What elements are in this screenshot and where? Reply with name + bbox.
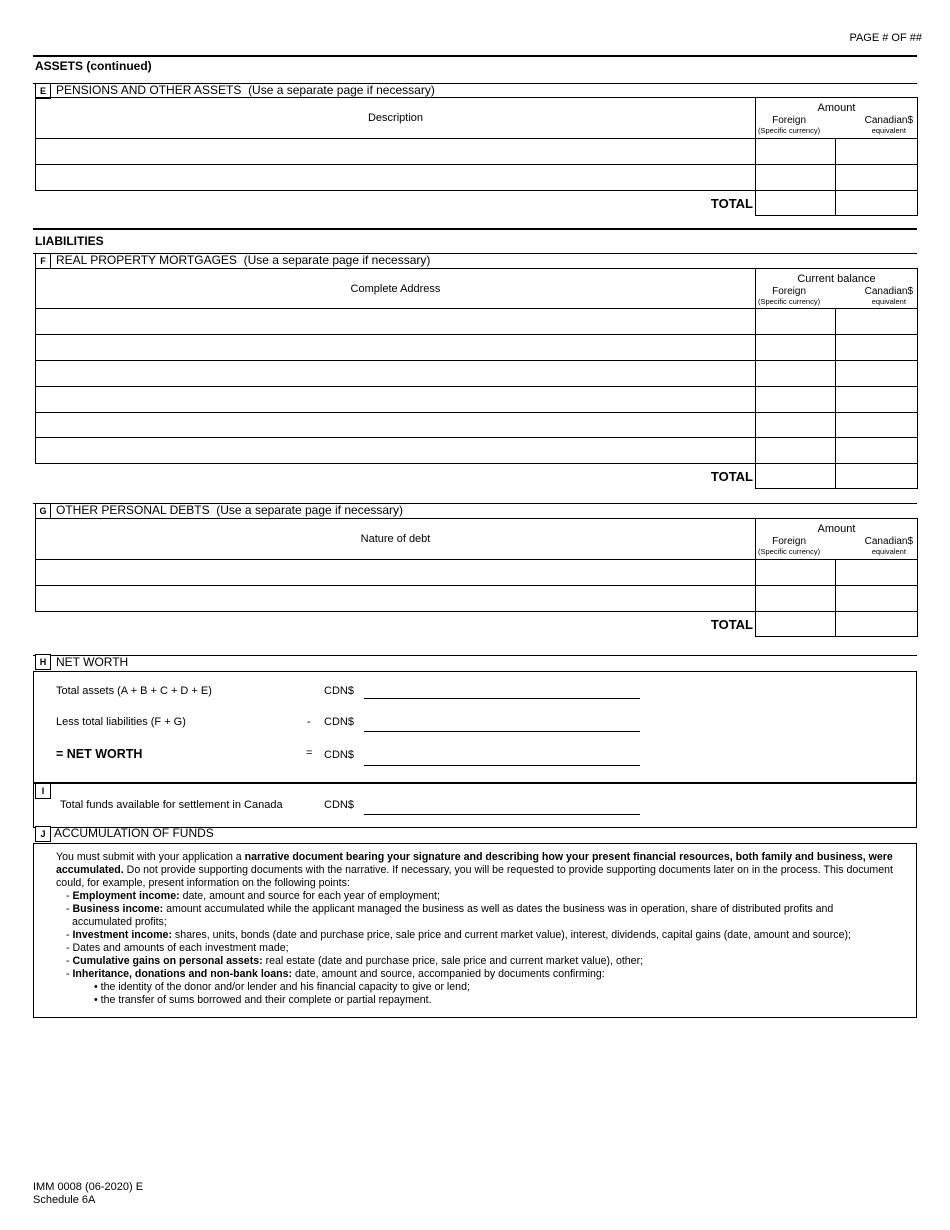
section-g-total-foreign[interactable]	[756, 612, 836, 637]
table-cell-canadian[interactable]	[836, 335, 918, 361]
section-g-title-text: OTHER PERSONAL DEBTS	[56, 503, 210, 517]
table-cell-canadian[interactable]	[836, 560, 918, 586]
list-item: - Inheritance, donations and non-bank loans: date, amount and source, accompanied by documents confirming:	[66, 968, 605, 980]
section-f-title	[56, 253, 430, 267]
liabilities-heading: LIABILITIES	[35, 234, 104, 248]
schedule-label: Schedule 6A	[33, 1194, 96, 1206]
assets-heading: ASSETS (continued)	[35, 59, 152, 73]
list-item: - Business income: amount accumulated while the applicant managed the business as well as dates the business was in operation, share of distributed profits and	[66, 903, 834, 915]
table-cell-description[interactable]	[36, 165, 756, 191]
section-h-rule	[33, 655, 917, 656]
funds-label: Total funds available for settlement in Canada	[60, 799, 283, 811]
form-number: IMM 0008 (06-2020) E	[33, 1181, 144, 1193]
section-g-col-group: Amount	[817, 523, 856, 535]
section-f-col-foreign-sub: (Specific currency)	[758, 296, 821, 306]
section-f-note: (Use a separate page if necessary)	[243, 253, 431, 267]
table-cell-canadian[interactable]	[836, 387, 918, 413]
section-f-total-label: TOTAL	[710, 468, 753, 484]
section-e-title	[56, 83, 435, 97]
section-g-col-foreign-sub: (Specific currency)	[758, 547, 821, 556]
funds-input[interactable]	[364, 814, 640, 815]
table-cell-canadian[interactable]	[836, 413, 918, 438]
section-f-col-canadian: Canadian$	[864, 285, 914, 297]
section-g-col-canadian-sub: equivalent	[871, 547, 906, 556]
section-g-col-canadian: Canadian$	[864, 536, 914, 547]
section-e-total-canadian[interactable]	[836, 191, 918, 216]
table-cell-canadian[interactable]	[836, 586, 918, 612]
section-g-amount-header	[756, 519, 918, 560]
accumulation-text	[56, 851, 896, 1007]
section-e-total-foreign[interactable]	[756, 191, 836, 216]
section-g-col-foreign: Foreign	[772, 536, 806, 547]
section-e-col-group: Amount	[817, 102, 856, 114]
table-cell-foreign[interactable]	[756, 139, 836, 165]
table-cell-address[interactable]	[36, 438, 756, 464]
section-h-letter: H	[35, 654, 51, 670]
list-item: - Dates and amounts of each investment made;	[66, 942, 289, 954]
table-cell-foreign[interactable]	[756, 361, 836, 387]
section-divider	[33, 228, 917, 230]
section-e-col-foreign-sub: (Specific currency)	[758, 126, 821, 135]
table-cell-foreign[interactable]	[756, 560, 836, 586]
section-e-col-foreign: Foreign	[772, 115, 806, 126]
net-worth-box	[33, 671, 917, 784]
accumulation-bullets	[56, 981, 896, 1007]
table-cell-foreign[interactable]	[756, 413, 836, 438]
table-cell-canadian[interactable]	[836, 165, 918, 191]
section-h-title: NET WORTH	[56, 655, 129, 669]
section-f-col-group: Current balance	[797, 272, 876, 285]
funds-currency: CDN$	[324, 799, 354, 811]
section-g-title	[56, 503, 403, 517]
section-f-col-foreign: Foreign	[772, 285, 806, 297]
net-worth-currency: CDN$	[324, 749, 354, 761]
table-cell-address[interactable]	[36, 335, 756, 361]
funds-box	[33, 782, 917, 828]
section-g-total-canadian[interactable]	[836, 612, 918, 637]
table-cell-address[interactable]	[36, 387, 756, 413]
section-g-note: (Use a separate page if necessary)	[216, 503, 404, 517]
table-cell-foreign[interactable]	[756, 165, 836, 191]
list-item-continuation: accumulated profits;	[72, 916, 167, 928]
section-f-total-foreign[interactable]	[756, 464, 836, 489]
section-e-table	[35, 97, 918, 216]
section-g-total-label: TOTAL	[710, 616, 753, 632]
table-cell-canadian[interactable]	[836, 309, 918, 335]
table-cell-canadian[interactable]	[836, 438, 918, 464]
section-f-title-text: REAL PROPERTY MORTGAGES	[56, 253, 237, 267]
section-g-letter: G	[35, 503, 51, 519]
table-cell-canadian[interactable]	[836, 361, 918, 387]
bullet-item: • the transfer of sums borrowed and their complete or partial repayment.	[94, 994, 432, 1006]
total-liabilities-label: Less total liabilities (F + G)	[56, 716, 186, 728]
table-cell-foreign[interactable]	[756, 586, 836, 612]
footer	[33, 1181, 143, 1207]
section-e-col-canadian: Canadian$	[864, 115, 914, 126]
list-item: - Cumulative gains on personal assets: real estate (date and purchase price, sale price and current market value), other;	[66, 955, 644, 967]
section-g-col-description: Nature of debt	[36, 519, 756, 560]
section-g-table	[35, 518, 918, 637]
section-j-letter: J	[35, 826, 51, 842]
accumulation-list	[56, 890, 896, 981]
equals-sign: =	[306, 747, 313, 759]
total-assets-input[interactable]	[364, 698, 640, 699]
total-liabilities-input[interactable]	[364, 731, 640, 732]
net-worth-label: = NET WORTH	[56, 747, 143, 761]
section-f-letter: F	[35, 253, 51, 269]
table-cell-address[interactable]	[36, 309, 756, 335]
table-cell-canadian[interactable]	[836, 139, 918, 165]
section-f-table	[35, 268, 918, 489]
table-cell-foreign[interactable]	[756, 387, 836, 413]
section-f-total-canadian[interactable]	[836, 464, 918, 489]
page-number: PAGE # OF ##	[849, 32, 922, 44]
section-e-title-text: PENSIONS AND OTHER ASSETS	[56, 83, 242, 97]
total-liabilities-currency: CDN$	[324, 716, 354, 728]
table-cell-foreign[interactable]	[756, 309, 836, 335]
section-divider	[33, 55, 917, 57]
table-cell-description[interactable]	[36, 139, 756, 165]
section-e-col-description: Description	[36, 98, 756, 139]
section-e-note: (Use a separate page if necessary)	[248, 83, 435, 97]
total-assets-currency: CDN$	[324, 685, 354, 697]
section-e-col-canadian-sub: equivalent	[871, 126, 906, 135]
section-f-balance-header	[756, 269, 918, 309]
total-assets-label: Total assets (A + B + C + D + E)	[56, 685, 212, 697]
section-i-letter: I	[35, 783, 51, 799]
section-e-amount-header	[756, 98, 918, 139]
minus-sign: -	[307, 716, 311, 728]
section-f-col-canadian-sub: equivalent	[871, 296, 906, 306]
section-e-total-label: TOTAL	[710, 195, 753, 211]
section-e-letter: E	[35, 83, 51, 99]
table-cell-nature[interactable]	[36, 586, 756, 612]
section-j-title: ACCUMULATION OF FUNDS	[54, 826, 214, 840]
list-item: - Investment income: shares, units, bonds (date and purchase price, sale price and current market value), interest, dividends, capital gains (date, amount and source);	[66, 929, 851, 941]
net-worth-input[interactable]	[364, 765, 640, 766]
section-f-col-description: Complete Address	[36, 269, 756, 309]
table-cell-nature[interactable]	[36, 560, 756, 586]
table-cell-foreign[interactable]	[756, 438, 836, 464]
bullet-item: • the identity of the donor and/or lender and his financial capacity to give or lend;	[94, 981, 470, 993]
table-cell-address[interactable]	[36, 413, 756, 438]
table-cell-address[interactable]	[36, 361, 756, 387]
accumulation-intro: You must submit with your application a narrative document bearing your signature and describing how your present financial resources, both family and business, were accumulated. Do not provide supporting documents with the narrative. If necessary, you will be requested to provide supporting documents later on in the process. This document could, for example, present information on the following points:	[56, 851, 893, 889]
table-cell-foreign[interactable]	[756, 335, 836, 361]
list-item: - Employment income: date, amount and source for each year of employment;	[66, 890, 440, 902]
